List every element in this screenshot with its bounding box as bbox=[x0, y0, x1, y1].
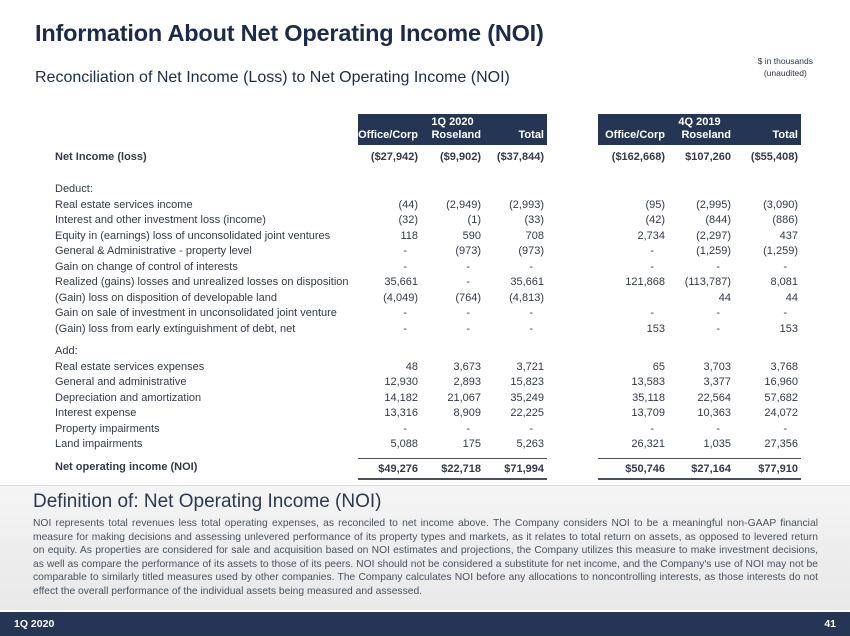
table-row bbox=[55, 213, 801, 229]
cell-value: $27,164 bbox=[668, 458, 734, 480]
cell-value: 3,721 bbox=[516, 360, 544, 373]
units-note-line2: (unaudited) bbox=[763, 67, 807, 78]
cell-value: (1,259) bbox=[696, 245, 731, 257]
cell-value: ($162,668) bbox=[611, 151, 665, 163]
cell-value: - bbox=[403, 322, 407, 335]
table-row bbox=[55, 229, 801, 245]
cell-value: 175 bbox=[462, 438, 481, 450]
cell-value: 3,768 bbox=[770, 360, 798, 373]
row-label: General & Administrative - property level bbox=[55, 245, 252, 257]
cell-value: - bbox=[783, 422, 787, 435]
table-row bbox=[55, 182, 801, 198]
definition-title: Definition of: Net Operating Income (NOI) bbox=[33, 491, 382, 512]
cell-value: (973) bbox=[518, 245, 544, 257]
cell-value: 21,067 bbox=[447, 391, 481, 404]
definition-body: NOI represents total revenues less total operating expenses, as reconciled to net income above. The Company considers NOI to be a meaningful non-GAAP financial measure for making decisions and assessing unlevered performance of its property types and markets, as it relates to total return on assets, as opposed to levered return on equity. As properties are considered for sale and acquisition based on NOI estimates and projections, the Company utilizes this measure to make investment decisions, as well as compare the performance of its assets to those of its peers. NOI should not be considered a substitute for net income, and the Company's use of NOI may not be comparable to similarly titled measures used by other companies. The Company calculates NOI before any allocations to noncontrolling interests, as those interests do not effect the overall performance of the individual assets being measured and assessed. bbox=[33, 518, 818, 597]
column-header: Office/Corp bbox=[605, 129, 665, 141]
cell-value: 26,321 bbox=[631, 438, 665, 450]
cell-value: - bbox=[403, 307, 407, 319]
cell-value: 2,734 bbox=[637, 229, 665, 242]
cell-value: 8,081 bbox=[770, 276, 798, 288]
cell-value: - bbox=[783, 260, 787, 273]
cell-value: 10,363 bbox=[697, 407, 731, 419]
cell-value: 14,182 bbox=[384, 391, 418, 404]
cell-value: 16,960 bbox=[764, 376, 798, 388]
table-row bbox=[55, 391, 801, 407]
cell-value: (33) bbox=[524, 214, 544, 226]
cell-value: 15,823 bbox=[510, 376, 544, 388]
cell-value: 44 bbox=[718, 291, 731, 304]
cell-value: 35,661 bbox=[384, 276, 418, 288]
cell-value: 2,893 bbox=[453, 376, 481, 388]
cell-value: - bbox=[466, 276, 470, 288]
page-title: Information About Net Operating Income (NOI) bbox=[35, 20, 544, 46]
table-row bbox=[55, 306, 801, 322]
cell-value: (973) bbox=[455, 245, 481, 257]
footer-bar bbox=[0, 610, 850, 636]
cell-value: 12,930 bbox=[384, 376, 418, 388]
cell-value: $77,910 bbox=[734, 458, 801, 480]
cell-value: ($55,408) bbox=[750, 151, 798, 163]
cell-value: ($37,844) bbox=[496, 151, 544, 163]
row-label: Equity in (earnings) loss of unconsolidated joint ventures bbox=[55, 229, 331, 242]
cell-value: - bbox=[650, 260, 654, 273]
cell-value: - bbox=[403, 260, 407, 273]
cell-value: 437 bbox=[779, 229, 798, 242]
row-label: Net Income (loss) bbox=[55, 151, 147, 163]
row-label: Real estate services expenses bbox=[55, 360, 205, 373]
column-header-row bbox=[598, 129, 801, 142]
cell-value: - bbox=[529, 260, 533, 273]
row-label: Add: bbox=[55, 345, 78, 357]
cell-value: (113,787) bbox=[684, 276, 731, 288]
cell-value: (2,993) bbox=[509, 198, 544, 211]
row-label: (Gain) loss on disposition of developable land bbox=[55, 291, 277, 304]
cell-value: 118 bbox=[400, 229, 418, 242]
cell-value: 27,356 bbox=[764, 438, 798, 450]
table-row bbox=[55, 275, 801, 291]
cell-value: $49,276 bbox=[358, 458, 421, 480]
cell-value: - bbox=[716, 422, 720, 435]
row-label: Interest and other investment loss (income) bbox=[55, 214, 266, 226]
column-header: Total bbox=[518, 129, 544, 141]
cell-value: - bbox=[716, 307, 720, 319]
cell-value: - bbox=[650, 307, 654, 319]
cell-value: (95) bbox=[645, 198, 665, 211]
period-label: 4Q 2019 bbox=[678, 116, 721, 128]
cell-value: 3,673 bbox=[453, 360, 481, 373]
column-group-header bbox=[358, 114, 547, 145]
table-row bbox=[55, 375, 801, 391]
footer-page-number: 41 bbox=[824, 618, 836, 630]
cell-value: (32) bbox=[398, 214, 418, 226]
cell-value: (2,297) bbox=[696, 229, 731, 242]
cell-value: - bbox=[403, 422, 407, 435]
footer-period: 1Q 2020 bbox=[14, 618, 55, 630]
cell-value: ($9,902) bbox=[440, 151, 481, 163]
table-header-row bbox=[55, 114, 801, 145]
cell-value: - bbox=[650, 422, 654, 435]
cell-value: 5,263 bbox=[516, 438, 544, 450]
units-note bbox=[758, 56, 813, 80]
cell-value: 153 bbox=[646, 322, 665, 335]
cell-value: 1,035 bbox=[703, 438, 731, 450]
table-row bbox=[55, 406, 801, 422]
cell-value: 590 bbox=[462, 229, 481, 242]
cell-value: - bbox=[716, 260, 720, 273]
reconciliation-table bbox=[55, 114, 801, 479]
cell-value: - bbox=[529, 322, 533, 335]
cell-value: 65 bbox=[652, 360, 665, 373]
cell-value: 121,868 bbox=[625, 276, 665, 288]
table-row bbox=[55, 344, 801, 360]
cell-value: 22,225 bbox=[510, 407, 544, 419]
cell-value: 3,703 bbox=[703, 360, 731, 373]
cell-value: 22,564 bbox=[697, 391, 731, 404]
table-row bbox=[55, 437, 801, 453]
column-header: Office/Corp bbox=[358, 129, 418, 141]
column-header-row bbox=[358, 129, 547, 142]
column-header: Roseland bbox=[681, 129, 731, 141]
cell-value: 24,072 bbox=[764, 407, 798, 419]
cell-value: 35,118 bbox=[632, 391, 665, 404]
row-label: Property impairments bbox=[55, 422, 160, 435]
cell-value: (4,049) bbox=[383, 291, 418, 304]
table-row bbox=[55, 291, 801, 307]
table-row bbox=[55, 260, 801, 276]
table-row bbox=[55, 422, 801, 438]
row-label: Interest expense bbox=[55, 407, 137, 419]
cell-value: - bbox=[650, 245, 654, 257]
units-note-line1: $ in thousands bbox=[757, 56, 813, 66]
table-row bbox=[55, 244, 801, 260]
row-label: Gain on sale of investment in unconsolidated joint venture bbox=[55, 307, 337, 319]
cell-value: - bbox=[466, 322, 470, 335]
cell-value: 13,583 bbox=[631, 376, 665, 388]
cell-value: 48 bbox=[405, 360, 418, 373]
cell-value: (3,090) bbox=[763, 198, 798, 211]
definition-section bbox=[0, 485, 850, 610]
cell-value: ($27,942) bbox=[370, 151, 418, 163]
cell-value: 708 bbox=[525, 229, 544, 242]
cell-value: - bbox=[783, 307, 787, 319]
period-label: 1Q 2020 bbox=[431, 116, 474, 128]
cell-value: (42) bbox=[645, 214, 665, 226]
cell-value: - bbox=[529, 307, 533, 319]
row-label: (Gain) loss from early extinguishment of debt, net bbox=[55, 322, 296, 335]
cell-value: - bbox=[529, 422, 533, 435]
cell-value: 13,709 bbox=[631, 407, 665, 419]
table-row bbox=[55, 149, 801, 165]
cell-value: - bbox=[716, 322, 720, 335]
row-label: Land impairments bbox=[55, 438, 143, 450]
cell-value: (2,949) bbox=[446, 198, 481, 211]
cell-value: 153 bbox=[779, 322, 798, 335]
row-label: Depreciation and amortization bbox=[55, 391, 202, 404]
cell-value: $22,718 bbox=[421, 458, 484, 480]
cell-value: (844) bbox=[705, 214, 731, 226]
cell-value: 57,682 bbox=[764, 391, 798, 404]
table-row bbox=[55, 458, 801, 479]
table-row bbox=[55, 198, 801, 214]
cell-value: (2,995) bbox=[696, 198, 731, 211]
cell-value: (1) bbox=[467, 214, 481, 226]
row-label: Realized (gains) losses and unrealized losses on disposition bbox=[55, 276, 349, 288]
table-row bbox=[55, 360, 801, 376]
cell-value: $71,994 bbox=[484, 458, 547, 480]
slide-subtitle: Reconciliation of Net Income (Loss) to Net Operating Income (NOI) bbox=[35, 69, 510, 86]
column-group-header bbox=[598, 114, 801, 145]
cell-value: 35,661 bbox=[510, 276, 544, 288]
row-label: Real estate services income bbox=[55, 198, 193, 211]
cell-value: 3,377 bbox=[703, 376, 731, 388]
cell-value: - bbox=[466, 307, 470, 319]
cell-value: 13,316 bbox=[384, 407, 418, 419]
cell-value: $50,746 bbox=[598, 458, 668, 480]
table-row bbox=[55, 322, 801, 338]
cell-value: (44) bbox=[398, 198, 418, 211]
cell-value: - bbox=[403, 245, 407, 257]
cell-value: - bbox=[466, 422, 470, 435]
row-label: General and administrative bbox=[55, 376, 187, 388]
cell-value: 8,909 bbox=[453, 407, 481, 419]
row-label: Net operating income (NOI) bbox=[55, 460, 198, 473]
cell-value: 5,088 bbox=[390, 438, 418, 450]
cell-value: (4,813) bbox=[509, 291, 544, 304]
cell-value: (764) bbox=[455, 291, 481, 304]
row-label: Deduct: bbox=[55, 183, 93, 195]
cell-value: - bbox=[466, 260, 470, 273]
cell-value bbox=[598, 291, 668, 307]
cell-value: (1,259) bbox=[763, 245, 798, 257]
column-header: Roseland bbox=[431, 129, 481, 141]
cell-value: 44 bbox=[785, 291, 798, 304]
cell-value: (886) bbox=[772, 214, 798, 226]
cell-value: $107,260 bbox=[685, 151, 731, 163]
row-label: Gain on change of control of interests bbox=[55, 260, 238, 273]
cell-value: 35,249 bbox=[510, 391, 544, 404]
column-header: Total bbox=[772, 129, 798, 141]
